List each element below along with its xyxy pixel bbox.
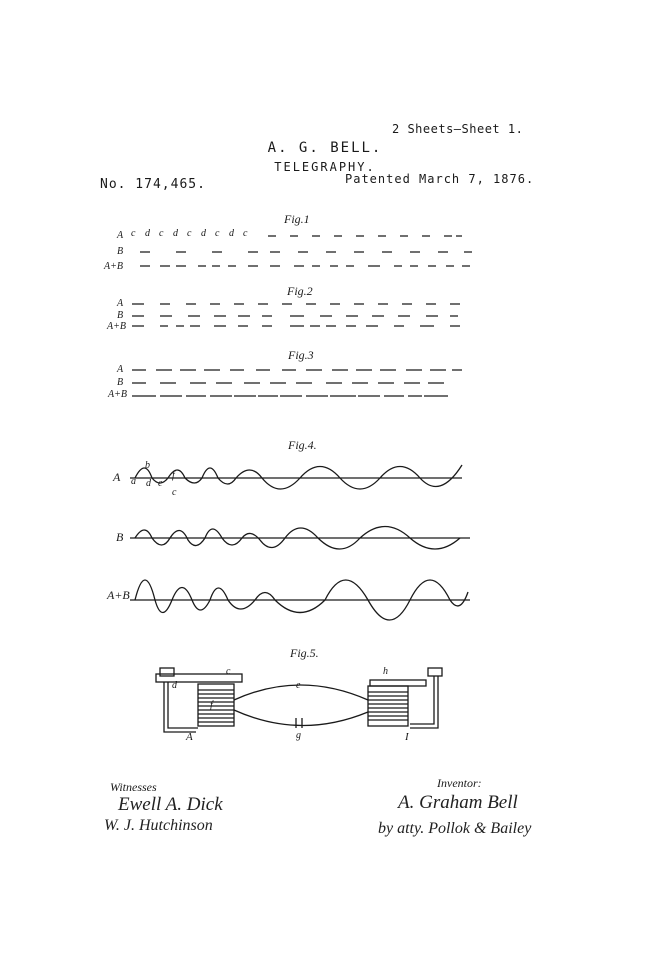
- fig4-letter: a: [131, 476, 136, 487]
- fig4-row-b-label: B: [116, 530, 124, 544]
- fig4-letter: b: [145, 460, 150, 471]
- fig2-label: Fig.2: [287, 284, 313, 298]
- witnesses-label: Witnesses: [110, 780, 157, 794]
- fig5-letter-d: d: [172, 680, 177, 691]
- fig4-letter: f: [172, 470, 175, 481]
- fig1-row-a-label: A: [117, 230, 124, 241]
- fig2-row-b-label: B: [117, 310, 124, 321]
- fig1-letter: c: [215, 228, 220, 239]
- fig4-wave-ab: [130, 580, 470, 620]
- fig5-letter-f: f: [210, 700, 213, 711]
- fig3-row-a-label: A: [117, 364, 124, 375]
- fig1-letter: c: [159, 228, 164, 239]
- fig2-row-a-label: A: [117, 298, 124, 309]
- inventor-name: A. G. BELL.: [267, 140, 383, 156]
- fig1-letter: c: [131, 228, 136, 239]
- witness-signature-2: W. J. Hutchinson: [104, 817, 213, 834]
- fig1-row-b-label: B: [117, 246, 124, 257]
- fig5-letter-g: g: [296, 730, 301, 741]
- fig1-letter: d: [145, 228, 150, 239]
- inventor-label: Inventor:: [437, 776, 482, 790]
- fig5-letter-I: I: [405, 731, 409, 743]
- attorneys-signature: by atty. Pollok & Bailey: [378, 820, 532, 837]
- fig4-letter: d: [146, 478, 151, 489]
- patent-number: No. 174,465.: [100, 177, 206, 192]
- fig3-dashes: [132, 370, 462, 396]
- fig1-letter: d: [229, 228, 234, 239]
- patent-date: Patented March 7, 1876.: [345, 172, 535, 186]
- fig5-apparatus: [156, 668, 442, 732]
- fig5-letter-c: c: [226, 666, 231, 677]
- inventor-signature: A. Graham Bell: [398, 792, 518, 813]
- fig3-row-ab-label: A+B: [108, 389, 127, 400]
- fig5-label: Fig.5.: [290, 646, 319, 660]
- fig5-letter-h: h: [383, 666, 388, 677]
- fig4-wave-a: [130, 465, 462, 489]
- fig1-dashes: [140, 236, 472, 266]
- fig1-letter: c: [243, 228, 248, 239]
- fig4-letter: c: [172, 487, 177, 498]
- fig4-row-ab-label: A+B: [107, 588, 130, 602]
- fig2-dashes: [132, 304, 460, 326]
- fig4-label: Fig.4.: [288, 438, 317, 452]
- fig1-letter: c: [187, 228, 192, 239]
- fig1-label: Fig.1: [284, 212, 310, 226]
- fig2-row-ab-label: A+B: [107, 321, 126, 332]
- sheet-number: 2 Sheets—Sheet 1.: [392, 122, 524, 136]
- fig1-letter: d: [201, 228, 206, 239]
- fig4-letter: e: [158, 478, 163, 489]
- fig5-letter-e: e: [296, 680, 301, 691]
- fig5-letter-A: A: [186, 731, 193, 743]
- witness-signature-1: Ewell A. Dick: [118, 794, 223, 815]
- fig3-row-b-label: B: [117, 377, 124, 388]
- fig4-wave-b: [130, 527, 470, 550]
- patent-title: TELEGRAPHY.: [274, 160, 376, 174]
- fig3-label: Fig.3: [288, 348, 314, 362]
- fig1-row-ab-label: A+B: [104, 261, 123, 272]
- fig1-letter: d: [173, 228, 178, 239]
- fig4-row-a-label: A: [113, 470, 121, 484]
